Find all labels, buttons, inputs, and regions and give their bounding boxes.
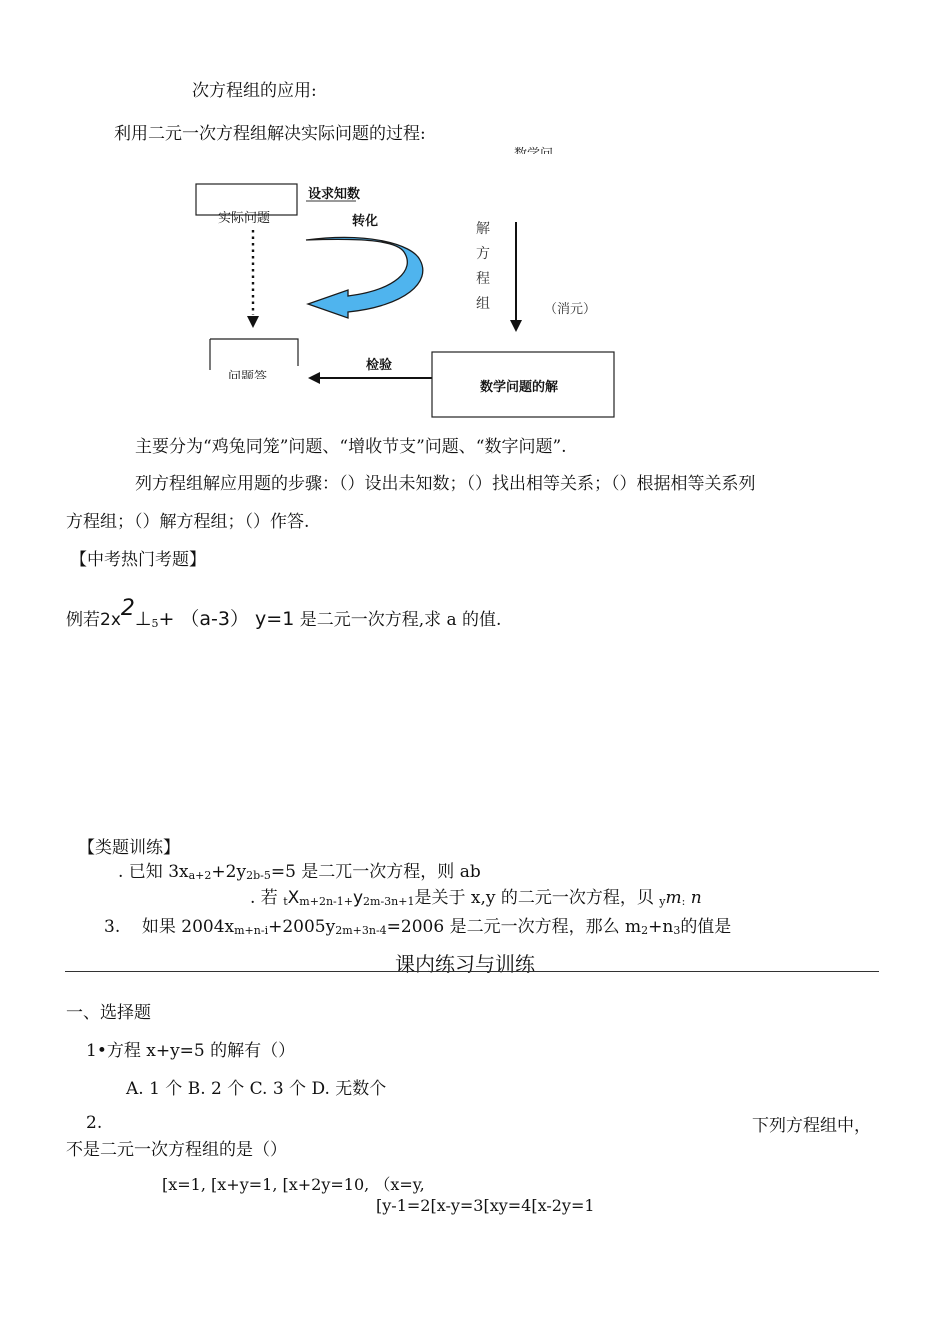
- check-label: 检验: [366, 358, 393, 373]
- q3-sub-4: 3: [673, 924, 681, 937]
- q3-text-a: 如果 2004x: [141, 917, 235, 937]
- choice-header: 一、选择题: [66, 1003, 151, 1023]
- question-2: [250, 883, 702, 908]
- example-math-a: 2x: [100, 610, 121, 630]
- dotted-arrow-head: [247, 316, 259, 328]
- process-diagram-svg: [190, 140, 630, 425]
- top-label-clip: [514, 146, 553, 162]
- mc1-question: 1•方程 x+y=5 的解有（）: [86, 1041, 296, 1061]
- q2-sub-2: 2m-3n+1: [363, 895, 415, 908]
- top-label: 数学问: [514, 147, 554, 162]
- q3-sub-2: 2m+3n-4: [335, 924, 387, 937]
- q2-text-c: y: [352, 888, 364, 908]
- set-unknown-label: 设求知数: [308, 187, 361, 202]
- mc2-number: 2.: [86, 1113, 103, 1133]
- q2-text-a: . 若: [250, 888, 284, 908]
- q1-sub-1: a+2: [188, 869, 212, 882]
- solve-char-1: 解: [476, 221, 490, 237]
- q1-sub-2: 2b-5: [246, 869, 271, 882]
- transform-label: 转化: [352, 214, 379, 229]
- q2-sub-4: :: [681, 895, 686, 908]
- mc2-systems-top: [x=1, [x+y=1, [x+2y=10, （x=y,: [162, 1175, 425, 1194]
- training-header: 【类题训练】: [78, 838, 180, 858]
- q2-text-f: n: [685, 888, 702, 908]
- process-diagram: [190, 140, 630, 429]
- q1-text-b: +2y: [211, 862, 247, 882]
- intro-line-1: 次方程组的应用:: [192, 81, 317, 101]
- mc2-question-right: 下列方程组中，: [752, 1116, 871, 1136]
- example-math-c: + （a-3） y=1: [158, 608, 295, 630]
- transform-curved-arrow: [306, 237, 423, 318]
- example-math-b: ⊥: [134, 608, 152, 630]
- mc2-systems-bottom: [y-1=2[x-y=3[xy=4[x-2y=1: [376, 1196, 595, 1215]
- intro-line-2: 利用二元一次方程组解决实际问题的过程:: [114, 124, 426, 144]
- example-question: [66, 596, 501, 631]
- answer-label-clip: [228, 370, 267, 385]
- q2-text-d: 是关于 x,y 的二元一次方程，贝: [414, 888, 660, 908]
- main-types: 主要分为“鸡兔同笼”问题、“增收节支”问题、“数字问题”.: [135, 437, 567, 457]
- q2-sub-3: y: [659, 895, 666, 908]
- q2-sub-0: t: [283, 895, 288, 908]
- q2-text-e: m: [665, 888, 682, 908]
- hot-topics-header: 【中考热门考题】: [70, 550, 206, 570]
- q3-text-d: +n: [648, 917, 674, 937]
- steps-line-1: 列方程组解应用题的步骤：（）设出未知数；（）找出相等关系；（）根据相等关系列: [135, 474, 756, 494]
- mc2-question-line2: 不是二元一次方程组的是（）: [66, 1140, 287, 1160]
- q3-sub-1: m+n-i: [234, 924, 269, 937]
- q3-text-c: =2006 是二元一次方程，那么 m: [386, 917, 642, 937]
- example-sup: 2: [120, 596, 135, 621]
- question-3: [104, 912, 731, 937]
- eliminate-label: （消元）: [544, 302, 597, 317]
- q1-text-c: =5 是二兀一次方程，则 ab: [270, 862, 481, 882]
- math-solution-label: 数学问题的解: [480, 380, 559, 395]
- example-prefix: 例若: [66, 610, 100, 630]
- q1-text-a: . 已知 3x: [118, 862, 189, 882]
- section-divider: [65, 971, 879, 972]
- q3-text-b: +2005y: [268, 917, 336, 937]
- example-sub: 5: [151, 617, 159, 630]
- q3-num: 3.: [104, 917, 121, 937]
- answer-label: 问题答: [228, 370, 268, 385]
- question-1: [118, 857, 481, 882]
- solve-char-3: 程: [476, 271, 490, 287]
- q3-sub-3: 2: [641, 924, 649, 937]
- q2-sub-1: m+2n-1+: [299, 895, 353, 908]
- q3-text-e: 的值是: [680, 917, 732, 937]
- section-title: 课内练习与训练: [395, 952, 535, 976]
- q2-text-b: X: [287, 888, 300, 908]
- solve-arrow-head: [510, 320, 522, 332]
- answer-box: [210, 339, 298, 370]
- solve-char-2: 方: [476, 246, 490, 262]
- check-arrow-head: [308, 372, 320, 384]
- example-suffix: 是二元一次方程,求 a 的值.: [299, 610, 502, 630]
- real-problem-label: 实际问题: [218, 211, 271, 226]
- mc1-options: A. 1 个 B. 2 个 C. 3 个 D. 无数个: [126, 1079, 387, 1099]
- steps-line-2: 方程组；（）解方程组；（）作答.: [66, 512, 310, 532]
- solve-char-4: 组: [476, 296, 490, 312]
